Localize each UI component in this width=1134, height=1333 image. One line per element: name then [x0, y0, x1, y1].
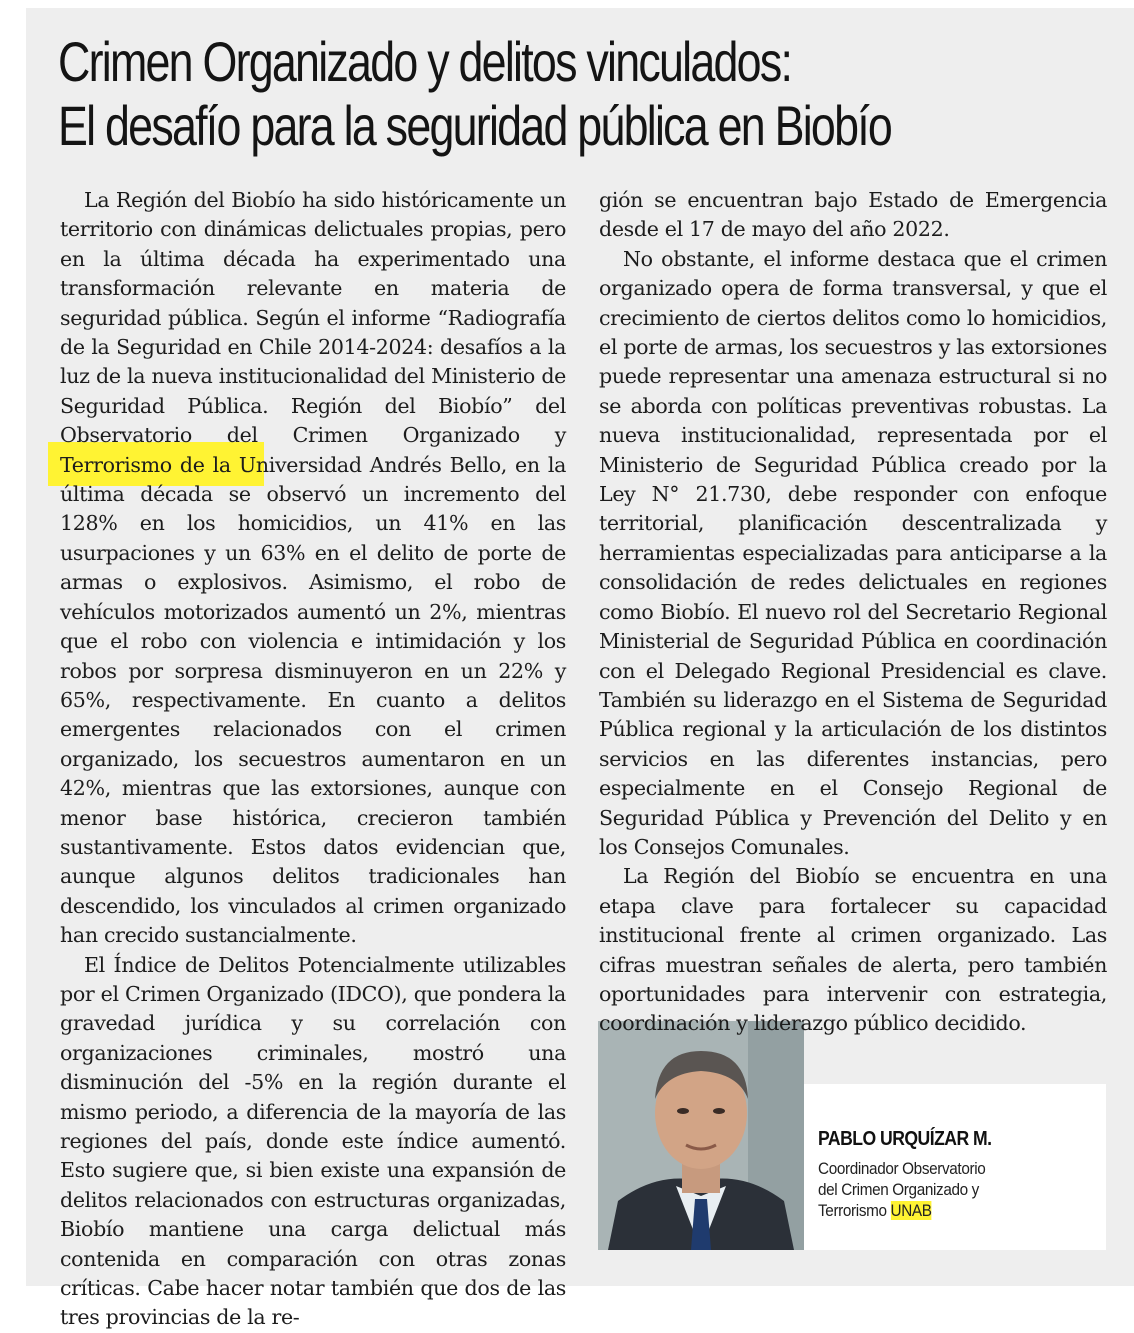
paragraph: No obstante, el informe destaca que el crimen organizado opera de forma transversal, y que el crecimiento de ciertos delitos como lo homicidios, el porte de armas, los secuestros y las extorsiones puede representar una amenaza estructural si no se aborda con políticas preventivas robustas. La nueva institucionalidad, representada por el Ministerio de Seguridad Pública creado por la Ley N° 21.730, debe responder con enfoque territorial, planificación descentralizada y herramientas especializadas para anticiparse a la consolidación de redes delictuales en regiones como Biobío. El nuevo rol del Secretario Regional Ministerial de Seguridad Pública en coordinación con el Delegado Regional Presidencial es clave. También su liderazgo en el Sistema de Seguridad Pública regional y la articulación de los distintos servicios en las diferentes instancias, pero especialmente en el Consejo Regional de Seguridad Pública y Prevención del Delito y en los Consejos Comunales.	[599, 246, 1107, 859]
author-role	[818, 1158, 1052, 1221]
paragraph: El Índice de Delitos Potencialmente utilizables por el Crimen Organizado (IDCO), que pondera la gravedad jurídica y su correlación con organizaciones criminales, mostró una disminución del -5% en la región durante el mismo periodo, a diferencia de la mayoría de las regiones del país, donde este índice aumentó. Esto sugiere que, si bien existe una expansión de delitos relacionados con estructuras organizadas, Biobío mantiene una carga delictual más contenida en comparación con otras zonas críticas. Cabe hacer notar también que dos de las tres provincias de la re-	[60, 952, 566, 1330]
author-role-line: del Crimen Organizado y	[818, 1180, 979, 1199]
author-role-prefix: Terrorismo	[818, 1201, 891, 1220]
article-column-right	[599, 186, 1107, 1039]
author-info-card	[804, 1084, 1106, 1250]
author-name: PABLO URQUÍZAR M.	[818, 1128, 992, 1150]
paragraph-continuation: gión se encuentran bajo Estado de Emergencia desde el 17 de mayo del año 2022.	[599, 188, 1107, 242]
author-portrait-icon	[598, 1021, 804, 1250]
author-box	[598, 1021, 1106, 1250]
paragraph: La Región del Biobío se encuentra en una etapa clave para fortalecer su capacidad institucional frente al crimen organizado. Las cifras muestran señales de alerta, pero también oportunidades para intervenir con estrategia, coordinación y liderazgo público decidido.	[599, 864, 1107, 1036]
article-headline	[58, 30, 906, 158]
author-role-line	[818, 1200, 1052, 1221]
headline-line-2: El desafío para la seguridad pública en Biobío	[58, 94, 892, 157]
author-organization-highlight: UNAB	[890, 1201, 932, 1220]
paragraph: La Región del Biobío ha sido históricamente un territorio con dinámicas delictuales propias, pero en la última década ha experimentado una transformación relevante en materia de seguridad pública. Según el informe “Radiografía de la Seguridad en Chile 2014-2024: desafíos a la luz de la nueva institucionalidad del Ministerio de Seguridad Pública. Región del Biobío” del Observatorio del Crimen Organizado y Terrorismo de la Universidad Andrés Bello, en la última década se observó un incremento del 128% en los homicidios, un 41% en las usurpaciones y un 63% en el delito de porte de armas o explosivos. Asimismo, el robo de vehículos motorizados aumentó un 2%, mientras que el robo con violencia e intimidación y los robos por sorpresa disminuyeron en un 22% y 65%, respectivamente. En cuanto a delitos emergentes relacionados con el crimen organizado, los secuestros aumentaron en un 42%, mientras que las extorsiones, aunque con menor base histórica, crecieron también sustantivamente. Estos datos evidencian que, aunque algunos delitos tradicionales han descendido, los vinculados al crimen organizado han crecido sustancialmente.	[60, 188, 566, 948]
headline-line-1: Crimen Organizado y delitos vinculados:	[58, 30, 792, 93]
article-column-left	[60, 186, 566, 1333]
author-role-line: Coordinador Observatorio	[818, 1159, 986, 1178]
author-photo	[598, 1021, 804, 1250]
